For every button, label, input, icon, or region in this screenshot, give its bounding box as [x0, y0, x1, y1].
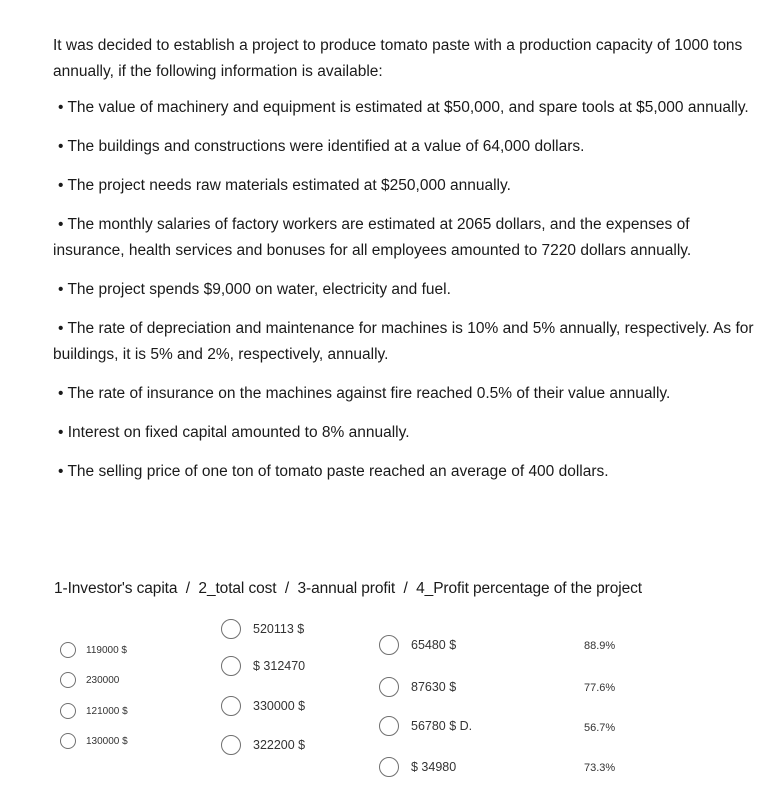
- option-label: $ 312470: [253, 659, 306, 673]
- bullet-interest: • Interest on fixed capital amounted to 8% annually.: [58, 424, 410, 441]
- annual-profit-option-2[interactable]: [379, 677, 456, 697]
- total-cost-option-4[interactable]: [221, 735, 305, 755]
- option-label: 119000 $: [86, 644, 127, 656]
- radio-button[interactable]: [379, 635, 399, 655]
- bullet-machinery: • The value of machinery and equipment is estimated at $50,000, and spare tools at $5,000 annually.: [58, 99, 749, 116]
- option-label: 230000: [86, 674, 120, 686]
- bullet-salaries: • The monthly salaries of factory workers are estimated at 2065 dollars, and the expenses of insurance, health services and bonuses for all employees amounted to 7220 dollars annually.: [53, 216, 692, 259]
- annual-profit-option-3[interactable]: [379, 716, 472, 736]
- annual-profit-option-1[interactable]: [379, 635, 456, 655]
- bullet-depreciation: • The rate of depreciation and maintenance for machines is 10% and 5% annually, respectively. As for buildings, it is 5% and 2%, respectively, annually.: [53, 320, 754, 363]
- option-label: 520113 $: [253, 622, 305, 636]
- total-cost-option-2[interactable]: [221, 656, 305, 676]
- radio-button[interactable]: [221, 656, 241, 676]
- option-label: 56780 $ D.: [411, 719, 473, 733]
- option-label: 330000 $: [253, 699, 306, 713]
- radio-button[interactable]: [60, 672, 76, 688]
- investor-capital-option-2[interactable]: [60, 672, 119, 688]
- option-label: $ 34980: [411, 760, 457, 774]
- radio-button[interactable]: [60, 733, 76, 749]
- radio-button[interactable]: [379, 757, 399, 777]
- radio-button[interactable]: [221, 735, 241, 755]
- intro-paragraph: It was decided to establish a project to produce tomato paste with a production capacity of 1000 tons annually, if the following information is available:: [53, 37, 743, 80]
- investor-capital-option-3[interactable]: [60, 703, 128, 719]
- profit-percentage-option-3[interactable]: 56.7%: [584, 722, 616, 734]
- radio-button[interactable]: [221, 696, 241, 716]
- profit-percentage-option-2[interactable]: 77.6%: [584, 682, 616, 694]
- bullet-buildings: • The buildings and constructions were identified at a value of 64,000 dollars.: [58, 138, 585, 155]
- total-cost-option-1[interactable]: [221, 619, 304, 639]
- bullet-raw-materials: • The project needs raw materials estimated at $250,000 annually.: [58, 177, 511, 194]
- problem-text: [53, 33, 765, 485]
- radio-button[interactable]: [60, 642, 76, 658]
- bullet-selling-price: • The selling price of one ton of tomato paste reached an average of 400 dollars.: [58, 463, 609, 480]
- option-label: 121000 $: [86, 705, 128, 717]
- total-cost-option-3[interactable]: [221, 696, 305, 716]
- radio-button[interactable]: [221, 619, 241, 639]
- radio-button[interactable]: [379, 677, 399, 697]
- profit-percentage-option-1[interactable]: 88.9%: [584, 640, 616, 652]
- radio-button[interactable]: [60, 703, 76, 719]
- option-label: 322200 $: [253, 738, 306, 752]
- option-label: 130000 $: [86, 735, 128, 747]
- investor-capital-option-1[interactable]: [60, 642, 127, 658]
- profit-percentage-option-4[interactable]: 73.3%: [584, 762, 616, 774]
- investor-capital-option-4[interactable]: [60, 733, 128, 749]
- annual-profit-option-4[interactable]: [379, 757, 456, 777]
- option-label: 65480 $: [411, 638, 457, 652]
- option-label: 87630 $: [411, 680, 457, 694]
- radio-button[interactable]: [379, 716, 399, 736]
- bullet-utilities: • The project spends $9,000 on water, electricity and fuel.: [58, 281, 451, 298]
- questions-header: 1-Investor's capita / 2_total cost / 3-annual profit / 4_Profit percentage of the project: [54, 580, 642, 597]
- bullet-insurance: • The rate of insurance on the machines against fire reached 0.5% of their value annually.: [58, 385, 671, 402]
